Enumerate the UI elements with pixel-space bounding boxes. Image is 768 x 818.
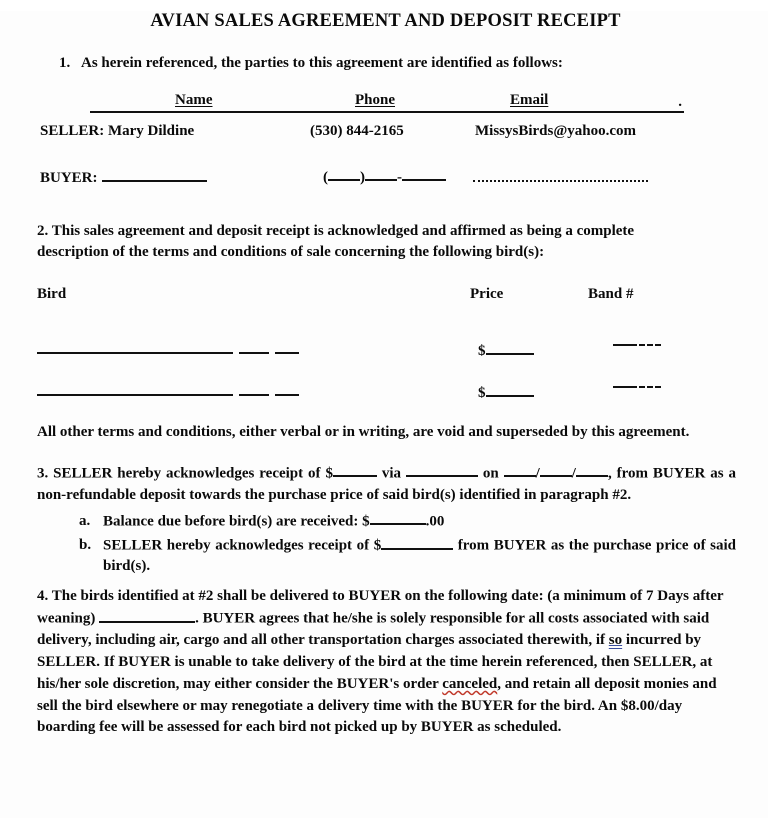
bird-header-band: Band # xyxy=(588,285,634,302)
buyer-phone-paren-close: ) xyxy=(360,169,365,186)
clause-3-date-day-input[interactable] xyxy=(540,463,572,477)
clause-3-deposit-amount-input[interactable] xyxy=(333,463,377,477)
clause-1 xyxy=(59,54,736,73)
buyer-phone-paren-open: ( xyxy=(323,169,328,186)
clause-3-date-sep-1: / xyxy=(535,465,540,482)
party-header-phone: Phone xyxy=(355,92,396,109)
clause-4-part-2: . BUYER agrees that he/she is solely responsible for all costs associated with said delivery, including air, cargo and all other transportation charges associated therewith, if xyxy=(37,610,710,649)
bird-table-row xyxy=(35,328,736,362)
bird-table-header-row xyxy=(35,286,736,308)
sub-item-a-text-before: Balance due before bird(s) are received: $ xyxy=(103,513,370,529)
clause-1-text: As herein referenced, the parties to this agreement are identified as follows: xyxy=(81,55,563,72)
party-header-tail: . xyxy=(678,94,682,111)
clause-3-payment-method-input[interactable] xyxy=(406,463,478,477)
balance-due-amount-input[interactable] xyxy=(370,511,426,525)
buyer-label-and-field xyxy=(40,167,207,187)
buyer-row xyxy=(35,167,736,199)
bird-price-cell-1 xyxy=(478,340,534,360)
clause-3-date-sep-2: / xyxy=(571,465,576,482)
price-currency-symbol: $ xyxy=(478,342,486,359)
sub-item-a-marker: a. xyxy=(79,512,91,529)
clause-3-lead-a: 3. SELLER hereby acknowledges receipt of $ xyxy=(37,465,333,482)
bird-band-cell-2 xyxy=(613,379,661,396)
bird-price-cell-2 xyxy=(478,382,534,402)
clause-1-number: 1. xyxy=(59,55,71,72)
bird-name-input-1b[interactable] xyxy=(239,352,269,354)
bird-table-row xyxy=(35,370,736,404)
document-page xyxy=(0,11,768,818)
bird-header-bird: Bird xyxy=(37,285,67,302)
seller-email: MissysBirds@yahoo.com xyxy=(475,123,637,140)
party-table xyxy=(35,87,736,199)
bird-band-input-2[interactable] xyxy=(613,386,637,388)
party-table-header-row xyxy=(90,87,684,113)
clause-2: 2. This sales agreement and deposit receipt is acknowledged and affirmed as being a complete description of the terms and conditions of sale concerning the following bird(s): xyxy=(37,223,635,261)
bird-name-input-2b[interactable] xyxy=(239,394,269,396)
clause-3-sub-list xyxy=(37,511,736,577)
clause-3-date-year-input[interactable] xyxy=(576,463,608,477)
clause-4-part-1: 4. The birds identified at #2 shall be delivered to BUYER on the following date: (a minimum of 7 Days after weaning) xyxy=(37,588,724,627)
seller-name: Mary Dildine xyxy=(107,123,195,140)
spelling-flagged-word: canceled xyxy=(442,675,498,692)
buyer-phone-line-blank[interactable] xyxy=(402,167,446,181)
seller-role: SELLER: xyxy=(40,123,105,140)
bird-price-input-2[interactable] xyxy=(486,382,534,397)
delivery-date-input[interactable] xyxy=(99,608,195,622)
seller-label-and-name xyxy=(40,123,194,140)
clause-3-date-month-input[interactable] xyxy=(504,463,536,477)
bird-name-input-2c[interactable] xyxy=(275,394,299,396)
buyer-phone-prefix-blank[interactable] xyxy=(365,167,397,181)
price-currency-symbol: $ xyxy=(478,384,486,401)
bird-band-dash-2 xyxy=(639,386,661,388)
seller-phone: (530) 844-2165 xyxy=(310,123,404,140)
sub-item-b-text-after: from BUYER as the purchase price of said bird(s). xyxy=(103,537,737,575)
bird-band-cell-1 xyxy=(613,337,661,354)
bird-band-dash-1 xyxy=(639,344,661,346)
buyer-phone-dash: - xyxy=(397,169,402,186)
grammar-flagged-word: so xyxy=(608,632,623,649)
party-header-name: Name xyxy=(175,92,213,109)
clause-3-lead-d: , from BUYER as a non-refundable deposit towards the purchase price of said bird(s) identified in paragraph #2. xyxy=(37,465,737,503)
buyer-email-input[interactable] xyxy=(473,167,648,187)
purchase-price-amount-input[interactable] xyxy=(381,535,453,549)
clause-4-part-3: incurred by SELLER. If BUYER is unable to take delivery of the bird at the time herein referenced, then SELLER, at his/her sole discretion, may either consider the BUYER's order xyxy=(37,632,713,692)
buyer-email-dotted-line[interactable] xyxy=(473,167,648,182)
document-title: AVIAN SALES AGREEMENT AND DEPOSIT RECEIPT xyxy=(150,11,621,31)
bird-header-price: Price xyxy=(470,285,504,302)
buyer-name-input[interactable] xyxy=(102,167,207,182)
clause-3-lead-c: on xyxy=(477,465,504,482)
sub-item-b-marker: b. xyxy=(79,537,92,554)
clause-4-part-4: , and retain all deposit monies and sell the bird elsewhere or may renegotiate a delivery time with the BUYER for the bird. An $8.00/day boarding fee will be assessed for each bird not picked up by BUYER as scheduled. xyxy=(37,675,717,736)
bird-name-input-1a[interactable] xyxy=(37,352,233,354)
buyer-phone-input[interactable] xyxy=(323,167,446,186)
buyer-phone-areacode-blank[interactable] xyxy=(328,167,360,181)
clause-3-lead-b: via xyxy=(376,465,406,482)
bird-name-input-1c[interactable] xyxy=(275,352,299,354)
bird-name-input-2a[interactable] xyxy=(37,394,233,396)
other-terms-paragraph: All other terms and conditions, either verbal or in writing, are void and superseded by this agreement. xyxy=(37,423,690,440)
seller-row xyxy=(35,123,736,155)
clause-3 xyxy=(37,463,736,577)
clause-4 xyxy=(37,586,736,739)
sub-item-a-text-after: .00 xyxy=(425,513,445,529)
party-header-email: Email xyxy=(510,92,549,109)
bird-band-input-1[interactable] xyxy=(613,344,637,346)
clause-3-sub-item-a xyxy=(37,511,736,532)
buyer-role: BUYER: xyxy=(40,169,98,186)
clause-3-sub-item-b xyxy=(37,535,736,576)
sub-item-b-text-before: SELLER hereby acknowledges receipt of $ xyxy=(103,537,382,554)
bird-price-input-1[interactable] xyxy=(486,340,534,355)
